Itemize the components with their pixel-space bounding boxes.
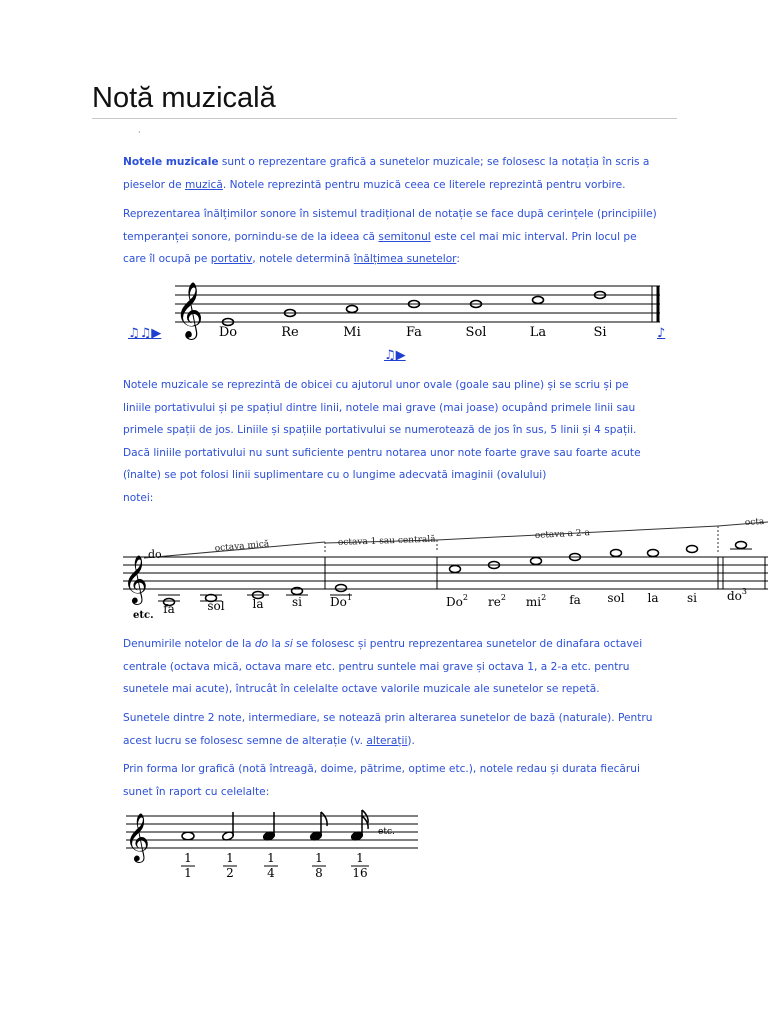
note-la — [533, 297, 544, 304]
note-label: Do — [218, 325, 238, 340]
play-audio-center-icon[interactable]: ♫▶ — [384, 348, 406, 363]
fraction-numerator: 1 — [184, 851, 192, 865]
fraction-denominator: 1 — [184, 866, 192, 880]
link-portativ[interactable]: portativ — [210, 253, 253, 265]
dot-mark: · — [138, 128, 141, 137]
term-bold: Notele muzicale — [123, 156, 219, 168]
music-note-icon[interactable]: ♪ — [657, 326, 666, 341]
note-label: fa — [163, 602, 175, 616]
etc-label: etc. — [133, 610, 154, 621]
treble-clef-icon: 𝄞 — [175, 282, 204, 338]
treble-clef-icon: 𝄞 — [125, 812, 150, 861]
note-label: sol — [207, 599, 225, 613]
paragraph-staff: Notele muzicale se reprezintă de obicei cu ajutorul unor ovale (goale sau pline) și se scriu și pe liniile portativului și pe spațiul dintre linii, notele mai grave (mai joase) ocupând primele linii sau primele spații de jos. Liniile și spațiile portativului se numerotează de jos în sus, 5 linii și 4 spații. Dacă liniile portativului nu sunt suficiente pentru notarea unor note foarte grave sau foarte acute (înalte) se pot folosi linii suplimentare cu o lungime adecvată imaginii (ovalului) notei: — [123, 379, 641, 504]
etc-label: etc. — [378, 827, 395, 837]
note-label: $mi^2$ — [525, 593, 547, 609]
link-inaltimea-sunetelor[interactable]: înălțimea sunetelor — [353, 253, 457, 265]
fraction-denominator: 4 — [267, 866, 275, 880]
fraction-numerator: 1 — [226, 851, 234, 865]
paragraph-pitch: Reprezentarea înălțimilor sonore în sistemul tradițional de notație se face după cerințele (principiile) temperanței sonore, pornindu-se de la ideea că semitonul este cel mai mic interval. Prin locul pe care îl ocupă pe portativ, notele determină înălțimea sunetelor: — [123, 208, 657, 265]
durations-staff-image — [122, 806, 422, 882]
scale-staff-image — [165, 276, 670, 346]
page-title: Notă muzicală — [92, 82, 276, 114]
note-label: Do$^2$ — [446, 593, 468, 609]
paragraph-alterations: Sunetele dintre 2 note, intermediare, se notează prin alterarea sunetelor de bază (naturale). Pentru acest lucru se folosesc semne de alterație (v. alterații). — [123, 712, 653, 747]
note-label: $do^3$ — [727, 587, 747, 603]
whole-note — [182, 832, 194, 840]
link-semitonul[interactable]: semitonul — [378, 230, 431, 243]
title-divider — [92, 118, 677, 119]
play-audio-icon[interactable]: ♫♫▶ — [128, 326, 162, 341]
octave-label: octava a 2-a — [534, 528, 591, 541]
note-label: Sol — [465, 325, 487, 340]
paragraph-octaves: Denumirile notelor de la do la si se folosesc și pentru reprezentarea sunetelor de dinafara octavei centrale (octava mică, octava mare etc. pentru suntele mai grave și octava 1, a 2-a etc. pentru sunetele mai acute), întrucât în celelalte octave valorile muzicale ale sunetelor se repetă. — [123, 638, 643, 695]
fraction-denominator: 8 — [315, 866, 323, 880]
octave-label: octava 1 sau centrală — [337, 534, 436, 548]
note-label: Fa — [406, 325, 422, 340]
note-label: si — [292, 595, 302, 609]
fraction-numerator: 1 — [267, 851, 275, 865]
link-alteratii[interactable]: alterații — [366, 734, 408, 747]
note-label: sol — [607, 591, 625, 605]
paragraph-intro: Notele muzicale sunt o reprezentare grafică a sunetelor muzicale; se folosesc la notația în scris a pieselor de muzică. Notele reprezintă pentru muzică ceea ce literele reprezintă pentru vorbire. — [123, 156, 650, 191]
note-label: Mi — [343, 325, 361, 340]
paragraph-durations: Prin forma lor grafică (notă întreagă, doime, pătrime, optime etc.), notele redau și durata fiecărui sunet în raport cu celelalte: — [123, 763, 640, 798]
fraction-numerator: 1 — [315, 851, 323, 865]
note-label: La — [529, 325, 547, 340]
treble-clef-icon: 𝄞 — [123, 554, 148, 603]
note-label: Re — [281, 325, 299, 340]
note-label: $re^2$ — [488, 593, 506, 609]
note-label: la — [647, 591, 659, 605]
note-label: Do$^1$ — [330, 593, 352, 609]
fraction-denominator: 2 — [226, 866, 234, 880]
note-label: Si — [593, 325, 607, 340]
note-mi — [347, 306, 358, 313]
top-note-label: do — [148, 548, 162, 561]
octave-label: octa — [744, 516, 765, 528]
fraction-denominator: 16 — [352, 866, 368, 880]
octave-staff-image — [120, 512, 768, 622]
note-label: la — [252, 597, 264, 611]
note-label: si — [687, 591, 697, 605]
fraction-numerator: 1 — [356, 851, 364, 865]
link-muzica[interactable]: muzică — [184, 178, 223, 191]
note-label: fa — [569, 593, 581, 607]
octave-label: octava mică — [214, 539, 270, 554]
